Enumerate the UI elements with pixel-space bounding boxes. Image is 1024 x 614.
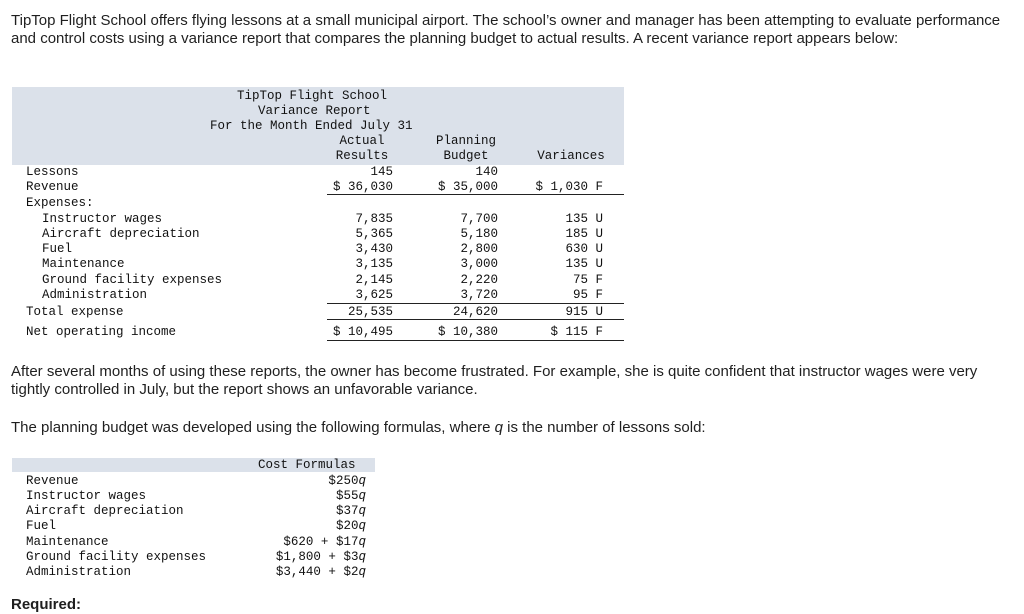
actual-value: 3,625 <box>355 288 393 302</box>
formula-value: $250q <box>328 474 366 488</box>
actual-value: 145 <box>370 165 393 179</box>
planning-value: 2,220 <box>460 273 498 287</box>
variance-value: 630 U <box>565 242 603 256</box>
col-actual-label-1: Actual <box>339 134 385 148</box>
col-actual-label-2: Results <box>335 149 389 163</box>
formulas-intro-paragraph: The planning budget was developed using the following formulas, where q is the number of lessons sold: <box>11 419 706 436</box>
planning-value: 7,700 <box>460 212 498 226</box>
report-subtitle: Variance Report <box>258 104 371 118</box>
row-label: Fuel <box>42 242 73 256</box>
row-label: Expenses: <box>26 196 94 210</box>
report-period: For the Month Ended July 31 <box>210 119 413 133</box>
variance-value: 75 F <box>572 273 603 287</box>
expenses-underline <box>327 303 624 304</box>
required-heading: Required: <box>11 596 82 613</box>
actual-value: 5,365 <box>355 227 393 241</box>
col-planning-label-1: Planning <box>435 134 496 148</box>
revenue-underline <box>327 194 624 195</box>
col-planning-label-2: Budget <box>443 149 489 163</box>
total-underline <box>327 319 624 320</box>
row-label: Aircraft depreciation <box>42 227 200 241</box>
row-label: Total expense <box>26 305 124 319</box>
actual-value: 2,145 <box>355 273 393 287</box>
actual-value: $ 10,495 <box>332 325 393 339</box>
row-label: Lessons <box>26 165 79 179</box>
formula-label: Ground facility expenses <box>26 550 207 564</box>
variance-value: 135 U <box>565 212 603 226</box>
planning-value: 5,180 <box>460 227 498 241</box>
formulas-header: Cost Formulas <box>258 458 356 472</box>
formula-value: $3,440 + $2q <box>275 565 366 579</box>
planning-value: 2,800 <box>460 242 498 256</box>
actual-value: 25,535 <box>347 305 393 319</box>
formula-value: $620 + $17q <box>283 535 366 549</box>
formula-label: Instructor wages <box>26 489 147 503</box>
row-label: Net operating income <box>26 325 177 339</box>
variance-value: $ 115 F <box>550 325 603 339</box>
q-variable: q <box>494 419 503 436</box>
formula-value: $55q <box>335 489 366 503</box>
variance-value: $ 1,030 F <box>535 180 603 194</box>
frustration-paragraph: After several months of using these reports, the owner has become frustrated. For example, she is quite confident that instructor wages were very tightly controlled in July, but the report shows an unfavorable variance. <box>11 363 978 398</box>
row-label: Ground facility expenses <box>42 273 223 287</box>
row-label: Instructor wages <box>42 212 163 226</box>
actual-value: $ 36,030 <box>332 180 393 194</box>
variance-value: 135 U <box>565 257 603 271</box>
planning-value: 3,000 <box>460 257 498 271</box>
planning-value: 3,720 <box>460 288 498 302</box>
formula-value: $37q <box>335 504 366 518</box>
planning-value: $ 10,380 <box>437 325 498 339</box>
formula-value: $1,800 + $3q <box>275 550 366 564</box>
variance-value: 95 F <box>572 288 603 302</box>
row-label: Revenue <box>26 180 79 194</box>
net-underline <box>327 340 624 341</box>
report-title: TipTop Flight School <box>237 89 388 103</box>
formula-label: Fuel <box>26 519 57 533</box>
formula-label: Maintenance <box>26 535 109 549</box>
planning-value: $ 35,000 <box>437 180 498 194</box>
planning-value: 24,620 <box>452 305 498 319</box>
col-variances-label: Variances <box>537 149 605 163</box>
actual-value: 3,430 <box>355 242 393 256</box>
intro-paragraph: TipTop Flight School offers flying lessons at a small municipal airport. The school’s owner and manager has been attempting to evaluate performance and control costs using a variance report that compares the planning budget to actual results. A recent variance report appears below: <box>11 12 1001 47</box>
formula-label: Revenue <box>26 474 79 488</box>
actual-value: 7,835 <box>355 212 393 226</box>
variance-value: 185 U <box>565 227 603 241</box>
formula-value: $20q <box>335 519 366 533</box>
formula-label: Aircraft depreciation <box>26 504 184 518</box>
formula-label: Administration <box>26 565 132 579</box>
planning-value: 140 <box>475 165 498 179</box>
variance-value: 915 U <box>565 305 603 319</box>
actual-value: 3,135 <box>355 257 393 271</box>
row-label: Administration <box>42 288 148 302</box>
row-label: Maintenance <box>42 257 125 271</box>
